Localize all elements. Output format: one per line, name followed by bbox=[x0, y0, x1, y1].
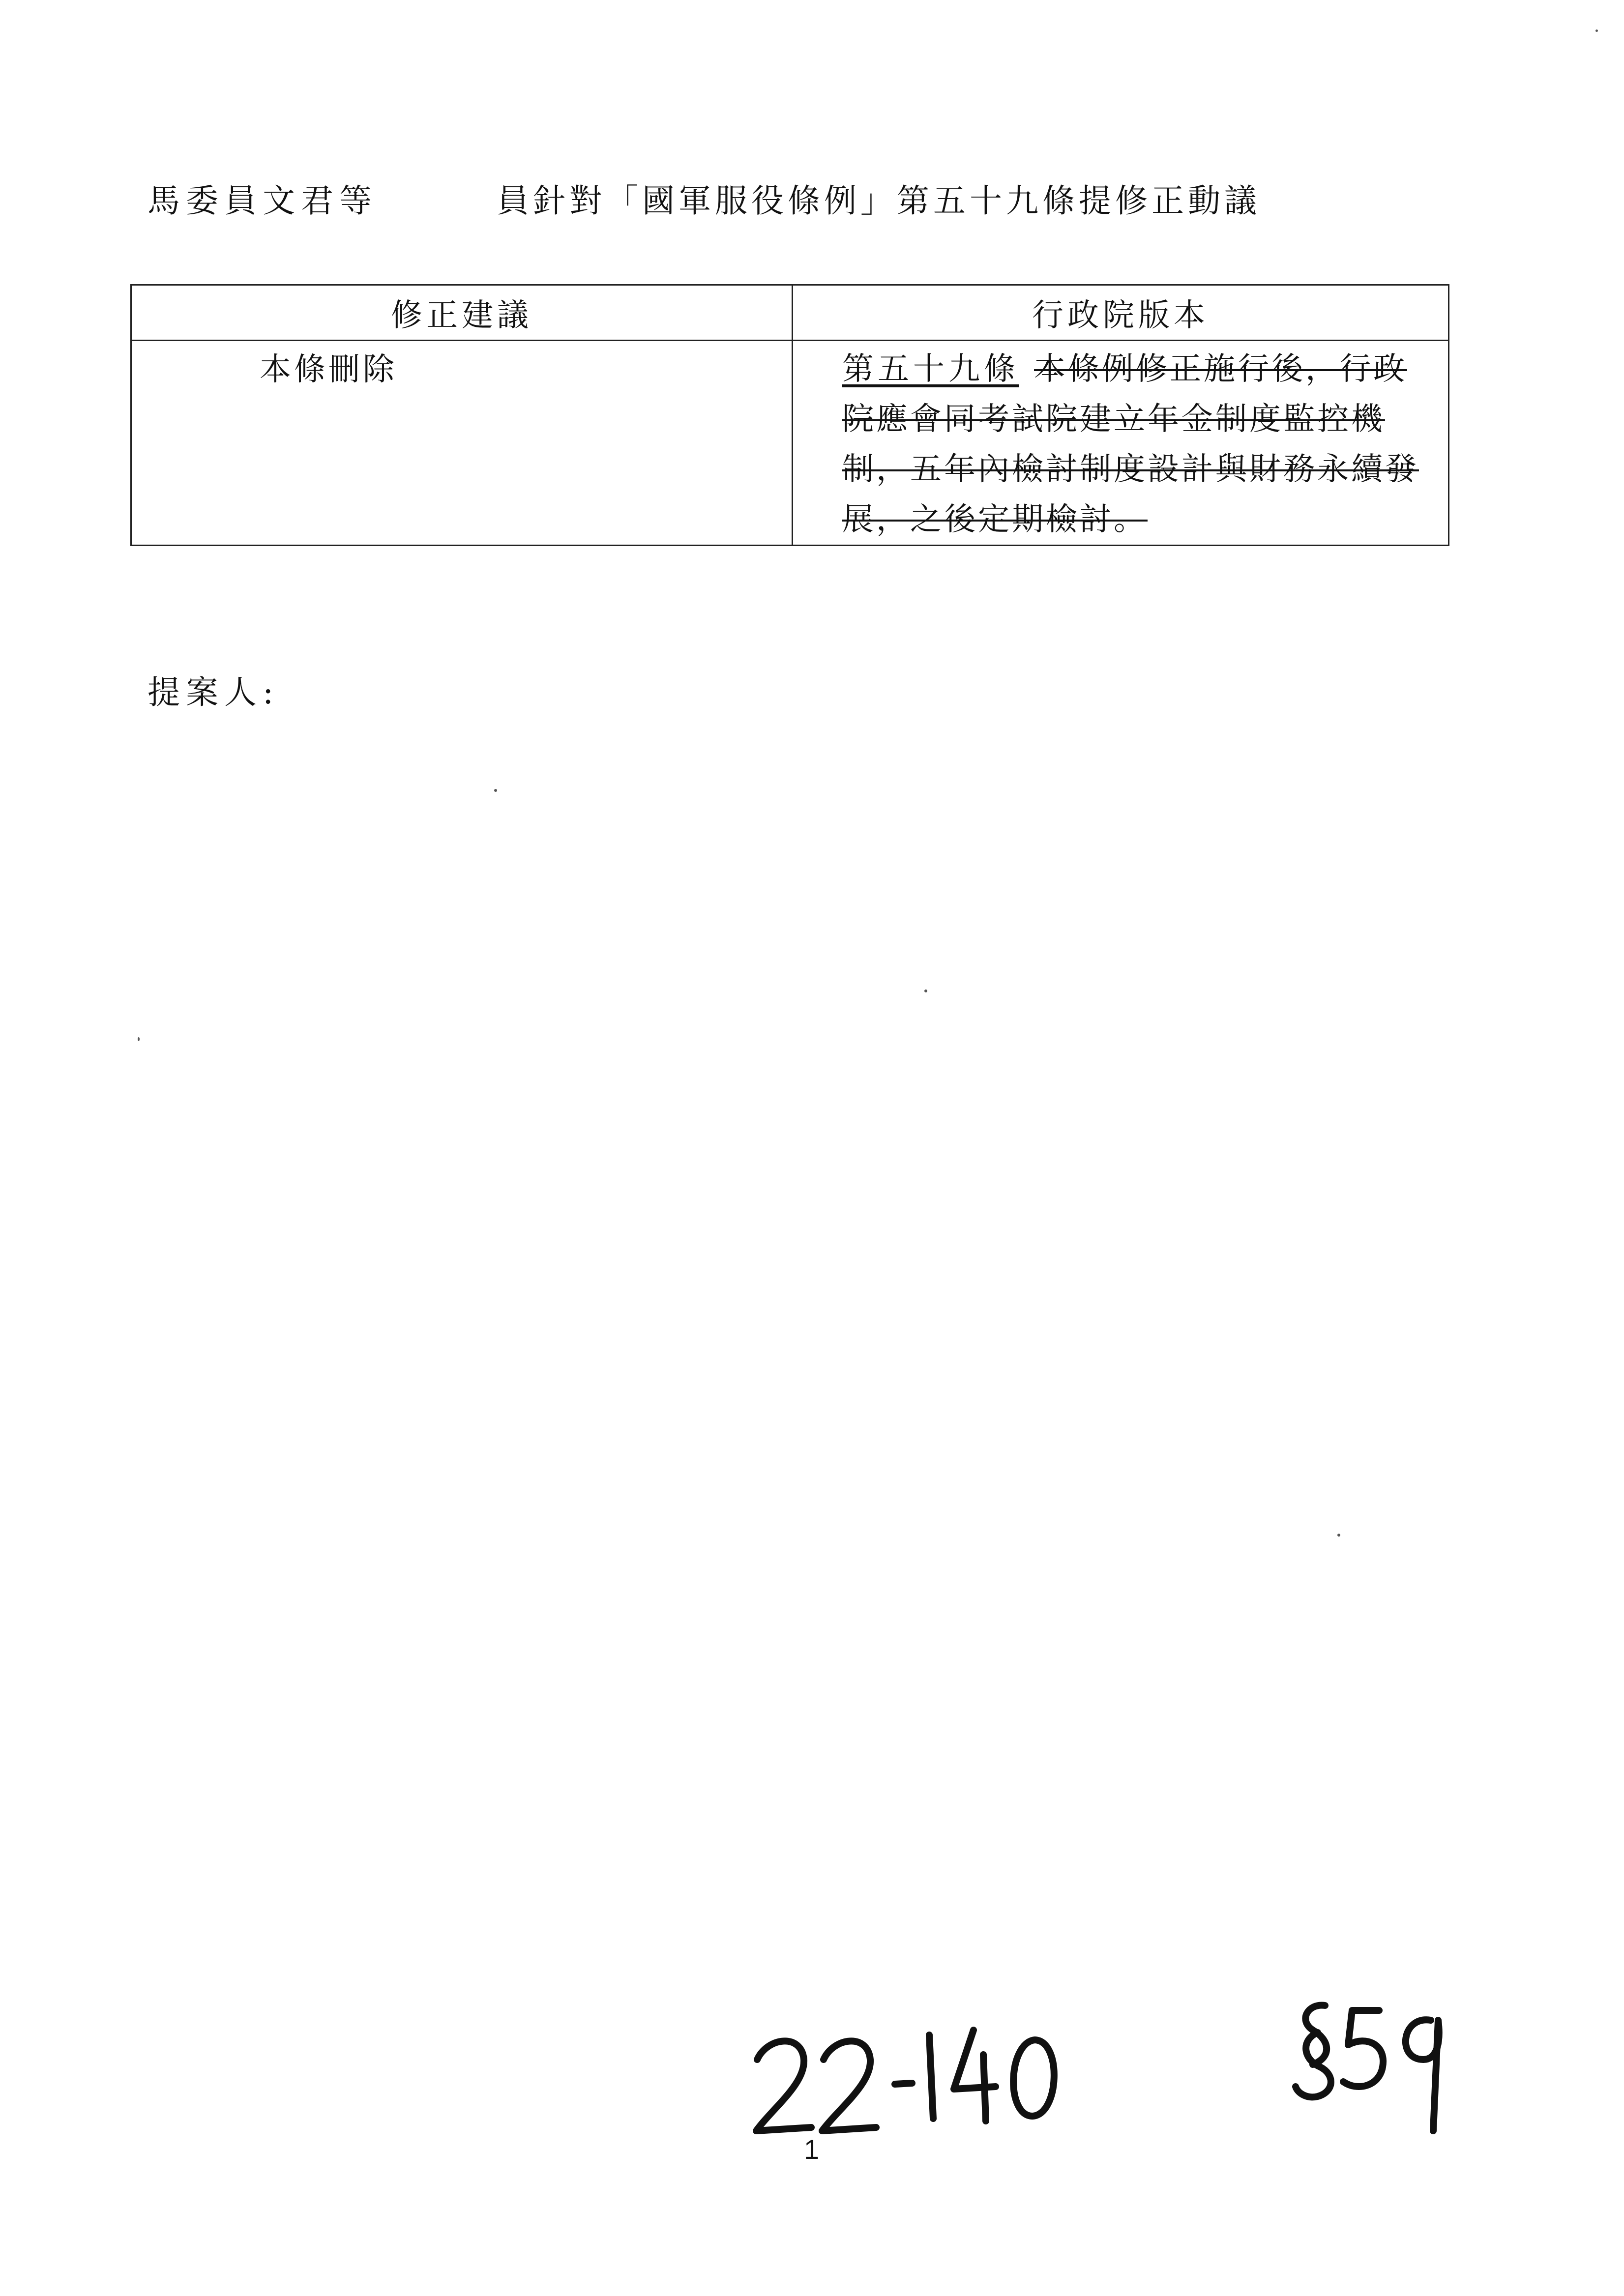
table-row bbox=[131, 341, 1449, 546]
scan-speck bbox=[138, 1037, 140, 1041]
scan-speck bbox=[1337, 1534, 1340, 1537]
motion-title-proposer: 馬委員文君等 bbox=[148, 182, 378, 220]
column-header-suggestion: 修正建議 bbox=[131, 285, 793, 341]
page-number: 1 bbox=[804, 2134, 820, 2165]
executive-version-cell bbox=[793, 341, 1449, 546]
proposer-label: 提案人: bbox=[148, 673, 280, 711]
scan-speck bbox=[494, 789, 497, 792]
motion-title-subject: 員針對「國軍服役條例」第五十九條提修正動議 bbox=[497, 182, 1261, 220]
article-number: 第五十九條 bbox=[842, 351, 1019, 387]
scan-speck bbox=[924, 989, 927, 992]
scan-speck bbox=[1595, 29, 1598, 32]
column-header-executive-version: 行政院版本 bbox=[793, 285, 1449, 341]
suggestion-cell: 本條刪除 bbox=[131, 341, 793, 546]
handwritten-annotation bbox=[747, 1986, 1495, 2148]
table-header-row bbox=[131, 285, 1449, 341]
struck-article-text: 本條例修正施行後，行政院應會同考試院建立年金制度監控機制，五年內檢討制度設計與財務永續發展，之後定期檢討。 bbox=[842, 351, 1419, 538]
amendment-table bbox=[130, 284, 1449, 546]
